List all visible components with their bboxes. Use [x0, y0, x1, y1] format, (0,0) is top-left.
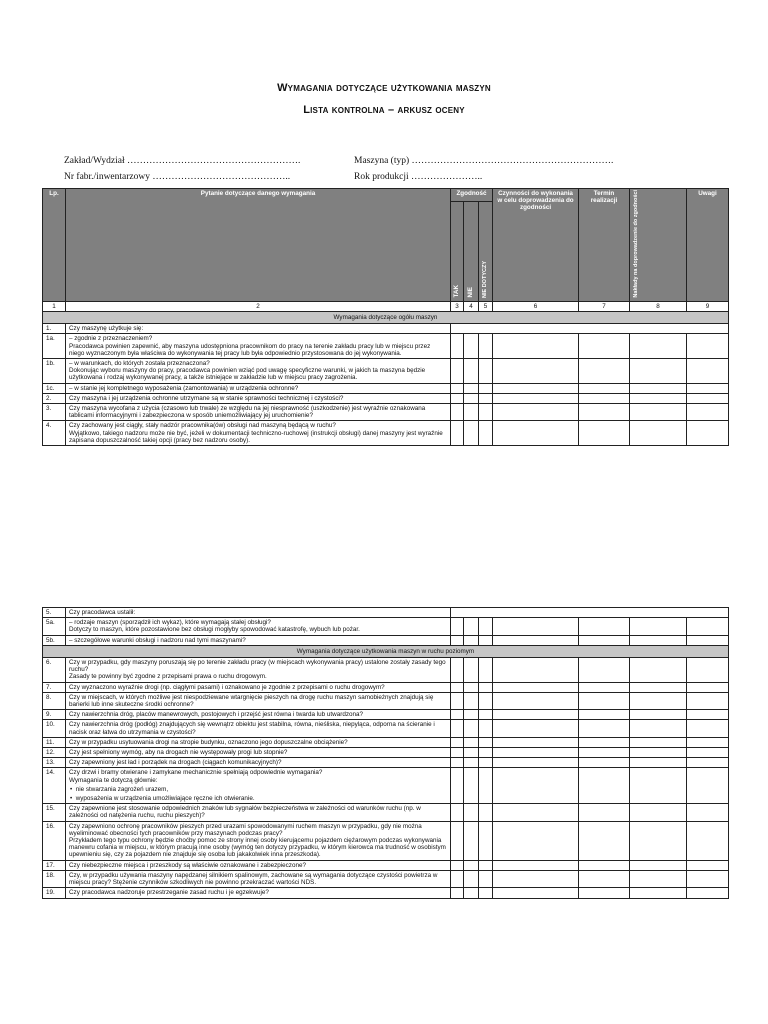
- nie-dotyczy-cell[interactable]: [479, 421, 493, 446]
- table-row: [43, 635, 729, 645]
- table-row: [43, 682, 729, 692]
- nie-cell[interactable]: [464, 758, 479, 768]
- tak-cell[interactable]: [451, 421, 464, 446]
- row-number: 11.: [43, 737, 66, 747]
- uwagi-cell[interactable]: [687, 334, 729, 359]
- uwagi-cell[interactable]: [687, 710, 729, 720]
- termin-cell[interactable]: [579, 383, 630, 393]
- col-nie-dotyczy-header: NIE DOTYCZY: [479, 202, 493, 302]
- termin-cell[interactable]: [579, 682, 630, 692]
- row-number: 15.: [43, 804, 66, 821]
- section-row-ruch: [43, 645, 729, 657]
- col-naklady-header: Nakłady na doprowadzenie do zgodności: [630, 189, 687, 302]
- naklady-cell[interactable]: [630, 888, 687, 898]
- answer-cell[interactable]: [451, 608, 729, 618]
- row-question: Czy w miejscach, w których możliwe jest niespodziewane wtargnięcie pieszych na drogę ruchu maszyn samobieżnych znajdują się barierki lub inne skuteczne środki ochronne?: [66, 692, 451, 709]
- row-question: Czy zapewniony jest ład i porządek na drogach (ciągach komunikacyjnych)?: [66, 758, 451, 768]
- table-row: [43, 692, 729, 709]
- row-number: 9.: [43, 710, 66, 720]
- uwagi-cell[interactable]: [687, 404, 729, 421]
- termin-cell[interactable]: [579, 393, 630, 403]
- table-row: [43, 710, 729, 720]
- uwagi-cell[interactable]: [687, 720, 729, 737]
- header-row: [43, 189, 729, 202]
- row-question: Czy zapewniono ochronę pracowników pieszych przed urazami spowodowanymi ruchem maszyn w przypadku, gdy nie można wyeliminować obecności tych pracowników przy maszynach podczas pracy? Przykładem tego typu ochrony będzie choćby pomoc ze strony innej osoby kierującemu pojazdem ciężarowym podczas wykonywania manewru cofania w miejscu, w którym pracują inne osoby (wymóg ten dotyczy przypadku, w którym kierowca ma trudność w osobistym upewnieniu się, czy za pojazdem nie znajduje się osoba lub jakakolwiek inna przeszkoda).: [66, 821, 451, 860]
- tak-cell[interactable]: [451, 334, 464, 359]
- termin-cell[interactable]: [579, 804, 630, 821]
- row-question: Czy w przypadku usytuowania drogi na stropie budynku, oznaczono jego dopuszczalne obciążenie?: [66, 737, 451, 747]
- row-question: Czy w przypadku, gdy maszyny poruszają się po terenie zakładu pracy (w miejscach wykonywania pracy) ustalone zostały zasady tego ruchu? Zasady te powinny być zgodne z przepisami prawa o ruchu drogowym.: [66, 658, 451, 683]
- colnum-2: 2: [66, 301, 451, 311]
- document-title: Wymagania dotyczące użytkowania maszyn: [277, 82, 491, 94]
- tak-cell[interactable]: [451, 737, 464, 747]
- naklady-cell[interactable]: [630, 692, 687, 709]
- nie-cell[interactable]: [464, 748, 479, 758]
- nie-cell[interactable]: [464, 888, 479, 898]
- table-row: [43, 748, 729, 758]
- czynnosci-cell[interactable]: [493, 421, 579, 446]
- table-row: [43, 658, 729, 683]
- row-number: 10.: [43, 720, 66, 737]
- tak-cell[interactable]: [451, 658, 464, 683]
- nie-cell[interactable]: [464, 870, 479, 887]
- uwagi-cell[interactable]: [687, 682, 729, 692]
- naklady-cell[interactable]: [630, 404, 687, 421]
- tak-cell[interactable]: [451, 720, 464, 737]
- row-number: 14.: [43, 768, 66, 804]
- termin-cell[interactable]: [579, 334, 630, 359]
- tak-cell[interactable]: [451, 748, 464, 758]
- tak-cell[interactable]: [451, 710, 464, 720]
- nie-cell[interactable]: [464, 658, 479, 683]
- row-number: 5b.: [43, 635, 66, 645]
- uwagi-cell[interactable]: [687, 635, 729, 645]
- termin-cell[interactable]: [579, 860, 630, 870]
- col-czynnosci-header: Czynności do wykonania w celu doprowadzenia do zgodności: [493, 189, 579, 302]
- tak-cell[interactable]: [451, 692, 464, 709]
- czynnosci-cell[interactable]: [493, 870, 579, 887]
- czynnosci-cell[interactable]: [493, 720, 579, 737]
- row-question: Czy pracodawca ustalił:: [66, 608, 451, 618]
- table-row: [43, 393, 729, 403]
- nie-dotyczy-cell[interactable]: [479, 682, 493, 692]
- row-number: 3.: [43, 404, 66, 421]
- termin-cell[interactable]: [579, 821, 630, 860]
- tak-cell[interactable]: [451, 860, 464, 870]
- czynnosci-cell[interactable]: [493, 748, 579, 758]
- bullet-icon: •: [70, 785, 73, 793]
- column-numbers-row: [43, 301, 729, 311]
- nie-dotyczy-cell[interactable]: [479, 888, 493, 898]
- maszyna-field[interactable]: Maszyna (typ) ……………………………………………………….: [354, 156, 614, 166]
- row-number: 1.: [43, 324, 66, 334]
- nie-dotyczy-cell[interactable]: [479, 720, 493, 737]
- row-question: Czy, w przypadku używania maszyny napędzanej silnikiem spalinowym, zachowane są wymagania dotyczące czystości powietrza w miejscu pracy? Stężenie czynników szkodliwych nie powinno przekraczać wartości NDS.: [66, 870, 451, 887]
- termin-cell[interactable]: [579, 618, 630, 635]
- row-number: 5a.: [43, 618, 66, 635]
- uwagi-cell[interactable]: [687, 860, 729, 870]
- table-row: [43, 334, 729, 359]
- termin-cell[interactable]: [579, 359, 630, 384]
- czynnosci-cell[interactable]: [493, 393, 579, 403]
- tak-cell[interactable]: [451, 393, 464, 403]
- uwagi-cell[interactable]: [687, 758, 729, 768]
- termin-cell[interactable]: [579, 888, 630, 898]
- nie-dotyczy-cell[interactable]: [479, 383, 493, 393]
- czynnosci-cell[interactable]: [493, 658, 579, 683]
- czynnosci-cell[interactable]: [493, 768, 579, 804]
- czynnosci-cell[interactable]: [493, 860, 579, 870]
- row-number: 1b.: [43, 359, 66, 384]
- table-row: [43, 870, 729, 887]
- colnum-4: 4: [464, 301, 479, 311]
- tak-cell[interactable]: [451, 870, 464, 887]
- czynnosci-cell[interactable]: [493, 737, 579, 747]
- colnum-7: 7: [579, 301, 630, 311]
- nie-cell[interactable]: [464, 404, 479, 421]
- checklist-table-page-2: [42, 607, 729, 899]
- zaklad-field[interactable]: Zakład/Wydział ……………………………………………….: [64, 156, 301, 166]
- section-row-ogolne: [43, 311, 729, 323]
- tak-cell[interactable]: [451, 888, 464, 898]
- table-row: [43, 421, 729, 446]
- nie-cell[interactable]: [464, 710, 479, 720]
- nie-dotyczy-cell[interactable]: [479, 404, 493, 421]
- nie-cell[interactable]: [464, 860, 479, 870]
- nie-cell[interactable]: [464, 682, 479, 692]
- naklady-cell[interactable]: [630, 758, 687, 768]
- nie-cell[interactable]: [464, 692, 479, 709]
- uwagi-cell[interactable]: [687, 658, 729, 683]
- row-number: 5.: [43, 608, 66, 618]
- czynnosci-cell[interactable]: [493, 334, 579, 359]
- section-title: Wymagania dotyczące ogółu maszyn: [43, 311, 729, 323]
- termin-cell[interactable]: [579, 758, 630, 768]
- colnum-8: 8: [630, 301, 687, 311]
- nie-dotyczy-cell[interactable]: [479, 635, 493, 645]
- naklady-cell[interactable]: [630, 421, 687, 446]
- row-number: 6.: [43, 658, 66, 683]
- tak-cell[interactable]: [451, 682, 464, 692]
- nie-dotyczy-cell[interactable]: [479, 393, 493, 403]
- termin-cell[interactable]: [579, 748, 630, 758]
- row-question: – w warunkach, do których została przeznaczona? Dokonując wyboru maszyny do pracy, pracodawca powinien wziąć pod uwagę specyficzne warunki, w jakich ta maszyna będzie użytkowana i rodzaj wykonywanej pracy, a także istniejące w zakładzie lub w miejscu pracy zagrożenia.: [66, 359, 451, 384]
- czynnosci-cell[interactable]: [493, 618, 579, 635]
- colnum-1: 1: [43, 301, 66, 311]
- nr-fabr-field[interactable]: Nr fabr./inwentarzowy ……………………………………..: [64, 172, 291, 182]
- naklady-cell[interactable]: [630, 870, 687, 887]
- naklady-cell[interactable]: [630, 682, 687, 692]
- row-question: – szczegółowe warunki obsługi i nadzoru nad tymi maszynami?: [66, 635, 451, 645]
- nie-dotyczy-cell[interactable]: [479, 618, 493, 635]
- row-number: 4.: [43, 421, 66, 446]
- row-number: 7.: [43, 682, 66, 692]
- czynnosci-cell[interactable]: [493, 383, 579, 393]
- row-number: 8.: [43, 692, 66, 709]
- nie-dotyczy-cell[interactable]: [479, 821, 493, 860]
- uwagi-cell[interactable]: [687, 768, 729, 804]
- naklady-cell[interactable]: [630, 393, 687, 403]
- table-row: [43, 888, 729, 898]
- czynnosci-cell[interactable]: [493, 888, 579, 898]
- col-termin-header: Termin realizacji: [579, 189, 630, 302]
- czynnosci-cell[interactable]: [493, 359, 579, 384]
- tak-cell[interactable]: [451, 804, 464, 821]
- termin-cell[interactable]: [579, 720, 630, 737]
- row-question: Czy nawierzchnia dróg, placów manewrowych, postojowych i przejść jest równa i twarda lub utwardzona?: [66, 710, 451, 720]
- row-question: Czy maszynę użytkuje się:: [66, 324, 451, 334]
- nie-cell[interactable]: [464, 768, 479, 804]
- col-tak-header: TAK: [451, 202, 464, 302]
- colnum-9: 9: [687, 301, 729, 311]
- uwagi-cell[interactable]: [687, 692, 729, 709]
- tak-cell[interactable]: [451, 758, 464, 768]
- row-question: – w stanie jej kompletnego wyposażenia (zamontowania) w urządzenia ochronne?: [66, 383, 451, 393]
- row-number: 1c.: [43, 383, 66, 393]
- row-question: Czy zachowany jest ciągły, stały nadzór pracownika(ów) obsługi nad maszyną będącą w ruchu? Wyjątkowo, takiego nadzoru może nie być, jeżeli w dokumentacji techniczno-ruchowej (instrukcji obsługi) danej maszyny jest wyraźnie zapisana dopuszczalność takiej opcji (pracy bez nadzoru osoby).: [66, 421, 451, 446]
- tak-cell[interactable]: [451, 404, 464, 421]
- naklady-cell[interactable]: [630, 359, 687, 384]
- naklady-cell[interactable]: [630, 618, 687, 635]
- tak-cell[interactable]: [451, 618, 464, 635]
- tak-cell[interactable]: [451, 635, 464, 645]
- uwagi-cell[interactable]: [687, 393, 729, 403]
- table-row: [43, 758, 729, 768]
- nie-dotyczy-cell[interactable]: [479, 768, 493, 804]
- row-question: Czy pracodawca nadzoruje przestrzeganie zasad ruchu i je egzekwuje?: [66, 888, 451, 898]
- nie-dotyczy-cell[interactable]: [479, 748, 493, 758]
- row-question: Czy wyznaczono wyraźnie drogi (np. ciągłymi pasami) i oznakowano je zgodnie z przepisami o ruchu drogowym?: [66, 682, 451, 692]
- termin-cell[interactable]: [579, 658, 630, 683]
- row-number: 18.: [43, 870, 66, 887]
- nie-cell[interactable]: [464, 421, 479, 446]
- section-title: Wymagania dotyczące użytkowania maszyn w ruchu poziomym: [43, 645, 729, 657]
- col-uwagi-header: Uwagi: [687, 189, 729, 302]
- termin-cell[interactable]: [579, 404, 630, 421]
- uwagi-cell[interactable]: [687, 618, 729, 635]
- termin-cell[interactable]: [579, 870, 630, 887]
- row-number: 13.: [43, 758, 66, 768]
- nie-dotyczy-cell[interactable]: [479, 658, 493, 683]
- nie-dotyczy-cell[interactable]: [479, 359, 493, 384]
- naklady-cell[interactable]: [630, 710, 687, 720]
- czynnosci-cell[interactable]: [493, 682, 579, 692]
- tak-cell[interactable]: [451, 359, 464, 384]
- row-number: 16.: [43, 821, 66, 860]
- table-row: [43, 720, 729, 737]
- checklist-table-page-1: [42, 188, 729, 446]
- table-row: [43, 860, 729, 870]
- nie-cell[interactable]: [464, 359, 479, 384]
- czynnosci-cell[interactable]: [493, 404, 579, 421]
- table-row: [43, 383, 729, 393]
- colnum-5: 5: [479, 301, 493, 311]
- row-question: Czy zapewnione jest stosowanie odpowiednich znaków lub sygnałów bezpieczeństwa w zależności od warunków ruchu (np. w zależności od natężenia ruchu, ruchu pieszych)?: [66, 804, 451, 821]
- table-row: [43, 737, 729, 747]
- rok-produkcji-field[interactable]: Rok produkcji …………………..: [354, 172, 483, 182]
- tak-cell[interactable]: [451, 768, 464, 804]
- document-subtitle: Lista kontrolna – arkusz oceny: [303, 104, 465, 116]
- naklady-cell[interactable]: [630, 804, 687, 821]
- nie-cell[interactable]: [464, 635, 479, 645]
- nie-dotyczy-cell[interactable]: [479, 710, 493, 720]
- uwagi-cell[interactable]: [687, 804, 729, 821]
- nie-dotyczy-cell[interactable]: [479, 870, 493, 887]
- nie-cell[interactable]: [464, 334, 479, 359]
- naklady-cell[interactable]: [630, 737, 687, 747]
- termin-cell[interactable]: [579, 710, 630, 720]
- termin-cell[interactable]: [579, 737, 630, 747]
- nie-cell[interactable]: [464, 618, 479, 635]
- termin-cell[interactable]: [579, 768, 630, 804]
- row-question: Czy drzwi i bramy otwierane i zamykane mechanicznie spełniają odpowiednie wymagania? Wymagania te dotyczą głównie: • nie stwarzania zagrożeń urazem, • wyposażenia w urządzenia umożliwiające ręczne ich otwieranie.: [66, 768, 451, 804]
- uwagi-cell[interactable]: [687, 737, 729, 747]
- row-question: Czy maszyna i jej urządzenia ochronne utrzymane są w stanie sprawności technicznej i czystości?: [66, 393, 451, 403]
- uwagi-cell[interactable]: [687, 359, 729, 384]
- czynnosci-cell[interactable]: [493, 692, 579, 709]
- naklady-cell[interactable]: [630, 334, 687, 359]
- uwagi-cell[interactable]: [687, 888, 729, 898]
- row-number: 17.: [43, 860, 66, 870]
- row-number: 1a.: [43, 334, 66, 359]
- nie-cell[interactable]: [464, 804, 479, 821]
- nie-cell[interactable]: [464, 737, 479, 747]
- czynnosci-cell[interactable]: [493, 635, 579, 645]
- termin-cell[interactable]: [579, 635, 630, 645]
- row-question: – zgodnie z przeznaczeniem? Pracodawca powinien zapewnić, aby maszyna udostępniona pracownikom do pracy na terenie zakładu pracy lub w miejscu przez niego wyznaczonym była właściwa do wykonywania tej pracy lub była odpowiednio przystosowana do jej wykonywania.: [66, 334, 451, 359]
- row-question: Czy niebezpieczne miejsca i przeszkody są właściwie oznakowane i zabezpieczone?: [66, 860, 451, 870]
- row-number: 19.: [43, 888, 66, 898]
- termin-cell[interactable]: [579, 421, 630, 446]
- naklady-cell[interactable]: [630, 720, 687, 737]
- table-row: [43, 768, 729, 804]
- naklady-cell[interactable]: [630, 635, 687, 645]
- naklady-cell[interactable]: [630, 658, 687, 683]
- nie-dotyczy-cell[interactable]: [479, 737, 493, 747]
- czynnosci-cell[interactable]: [493, 821, 579, 860]
- nie-dotyczy-cell[interactable]: [479, 804, 493, 821]
- uwagi-cell[interactable]: [687, 421, 729, 446]
- row-question: Czy jest spełniony wymóg, aby na drogach nie występowały progi lub stopnie?: [66, 748, 451, 758]
- table-row: [43, 618, 729, 635]
- nie-cell[interactable]: [464, 383, 479, 393]
- uwagi-cell[interactable]: [687, 383, 729, 393]
- row-question: Czy maszyna wycofana z użycia (czasowo lub trwale) ze względu na jej niesprawność (uszkodzenie) jest wyraźnie oznakowana tablicami informacyjnymi i zabezpieczona w sposób uniemożliwiający jej uruchomienie?: [66, 404, 451, 421]
- row-number: 2.: [43, 393, 66, 403]
- naklady-cell[interactable]: [630, 860, 687, 870]
- row-number: 12.: [43, 748, 66, 758]
- answer-cell[interactable]: [451, 324, 729, 334]
- nie-dotyczy-cell[interactable]: [479, 334, 493, 359]
- nie-cell[interactable]: [464, 720, 479, 737]
- table-row: [43, 804, 729, 821]
- uwagi-cell[interactable]: [687, 748, 729, 758]
- nie-dotyczy-cell[interactable]: [479, 860, 493, 870]
- nie-cell[interactable]: [464, 393, 479, 403]
- table-row: [43, 324, 729, 334]
- uwagi-cell[interactable]: [687, 821, 729, 860]
- naklady-cell[interactable]: [630, 383, 687, 393]
- row-question: – rodzaje maszyn (sporządził ich wykaz), które wymagają stałej obsługi? Dotyczy to maszyn, które pozostawione bez obsługi mogłyby spowodować katastrofę, wybuch lub pożar.: [66, 618, 451, 635]
- col-zgodnosc-header: Zgodność: [451, 189, 493, 202]
- colnum-6: 6: [493, 301, 579, 311]
- termin-cell[interactable]: [579, 692, 630, 709]
- naklady-cell[interactable]: [630, 768, 687, 804]
- czynnosci-cell[interactable]: [493, 804, 579, 821]
- col-lp-header: Lp.: [43, 189, 66, 302]
- bullet-icon: •: [70, 795, 73, 803]
- table-row: [43, 359, 729, 384]
- table-row: [43, 404, 729, 421]
- czynnosci-cell[interactable]: [493, 758, 579, 768]
- tak-cell[interactable]: [451, 821, 464, 860]
- naklady-cell[interactable]: [630, 821, 687, 860]
- tak-cell[interactable]: [451, 383, 464, 393]
- col-pytanie-header: Pytanie dotyczące danego wymagania: [66, 189, 451, 302]
- nie-cell[interactable]: [464, 821, 479, 860]
- col-nie-header: NIE: [464, 202, 479, 302]
- colnum-3: 3: [451, 301, 464, 311]
- nie-dotyczy-cell[interactable]: [479, 758, 493, 768]
- row-question: Czy nawierzchnia dróg (podłóg) znajdujących się wewnątrz obiektu jest stabilna, równa, nieśliska, niepyląca, odporna na ścieranie i nacisk oraz łatwa do utrzymania w czystości?: [66, 720, 451, 737]
- nie-dotyczy-cell[interactable]: [479, 692, 493, 709]
- table-row: [43, 608, 729, 618]
- uwagi-cell[interactable]: [687, 870, 729, 887]
- naklady-cell[interactable]: [630, 748, 687, 758]
- czynnosci-cell[interactable]: [493, 710, 579, 720]
- table-row: [43, 821, 729, 860]
